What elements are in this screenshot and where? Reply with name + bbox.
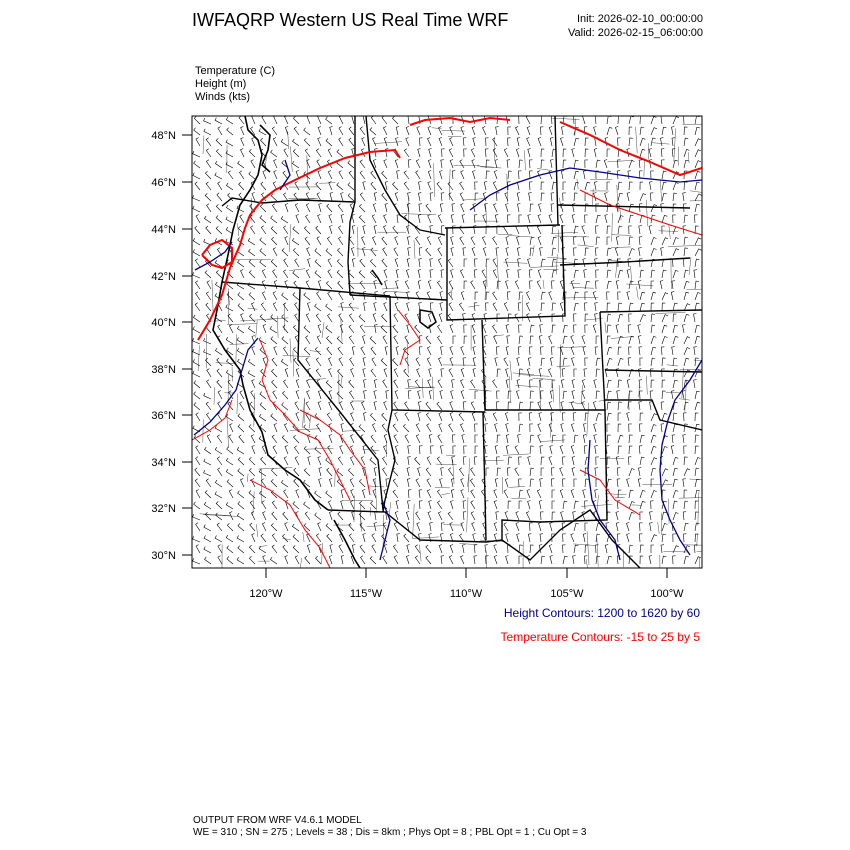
valid-time: Valid: 2026-02-15_06:00:00 [568,27,703,39]
variable-temperature: Temperature (C) [195,65,276,77]
lon-label: 105°W [550,588,584,600]
lat-label: 36°N [151,410,176,422]
model-info-line-1: OUTPUT FROM WRF V4.6.1 MODEL [193,815,362,826]
lon-label: 110°W [449,588,483,600]
temperature-contours-note: Temperature Contours: -15 to 25 by 5 [500,630,700,644]
lat-label: 30°N [151,550,176,562]
lat-label: 48°N [151,130,176,142]
lat-label: 34°N [151,457,176,469]
longitude-axis [249,568,684,600]
lat-label: 38°N [151,364,176,376]
lat-label: 42°N [151,271,176,283]
lon-label: 115°W [349,588,383,600]
variable-height: Height (m) [195,78,247,90]
lat-label: 40°N [151,317,176,329]
map-background [192,116,702,568]
latitude-axis [151,130,192,562]
variable-winds: Winds (kts) [195,91,250,103]
lat-label: 32°N [151,503,176,515]
model-info-line-2: WE = 310 ; SN = 275 ; Levels = 38 ; Dis = 8km ; Phys Opt = 8 ; PBL Opt = 1 ; Cu Opt = 3 [193,827,587,838]
init-time: Init: 2026-02-10_00:00:00 [577,13,703,25]
lat-label: 44°N [151,224,176,236]
lon-label: 120°W [249,588,283,600]
height-contours-note: Height Contours: 1200 to 1620 by 60 [503,606,700,620]
plot-title: IWFAQRP Western US Real Time WRF [192,10,509,30]
lat-label: 46°N [151,177,176,189]
lon-label: 100°W [650,588,684,600]
